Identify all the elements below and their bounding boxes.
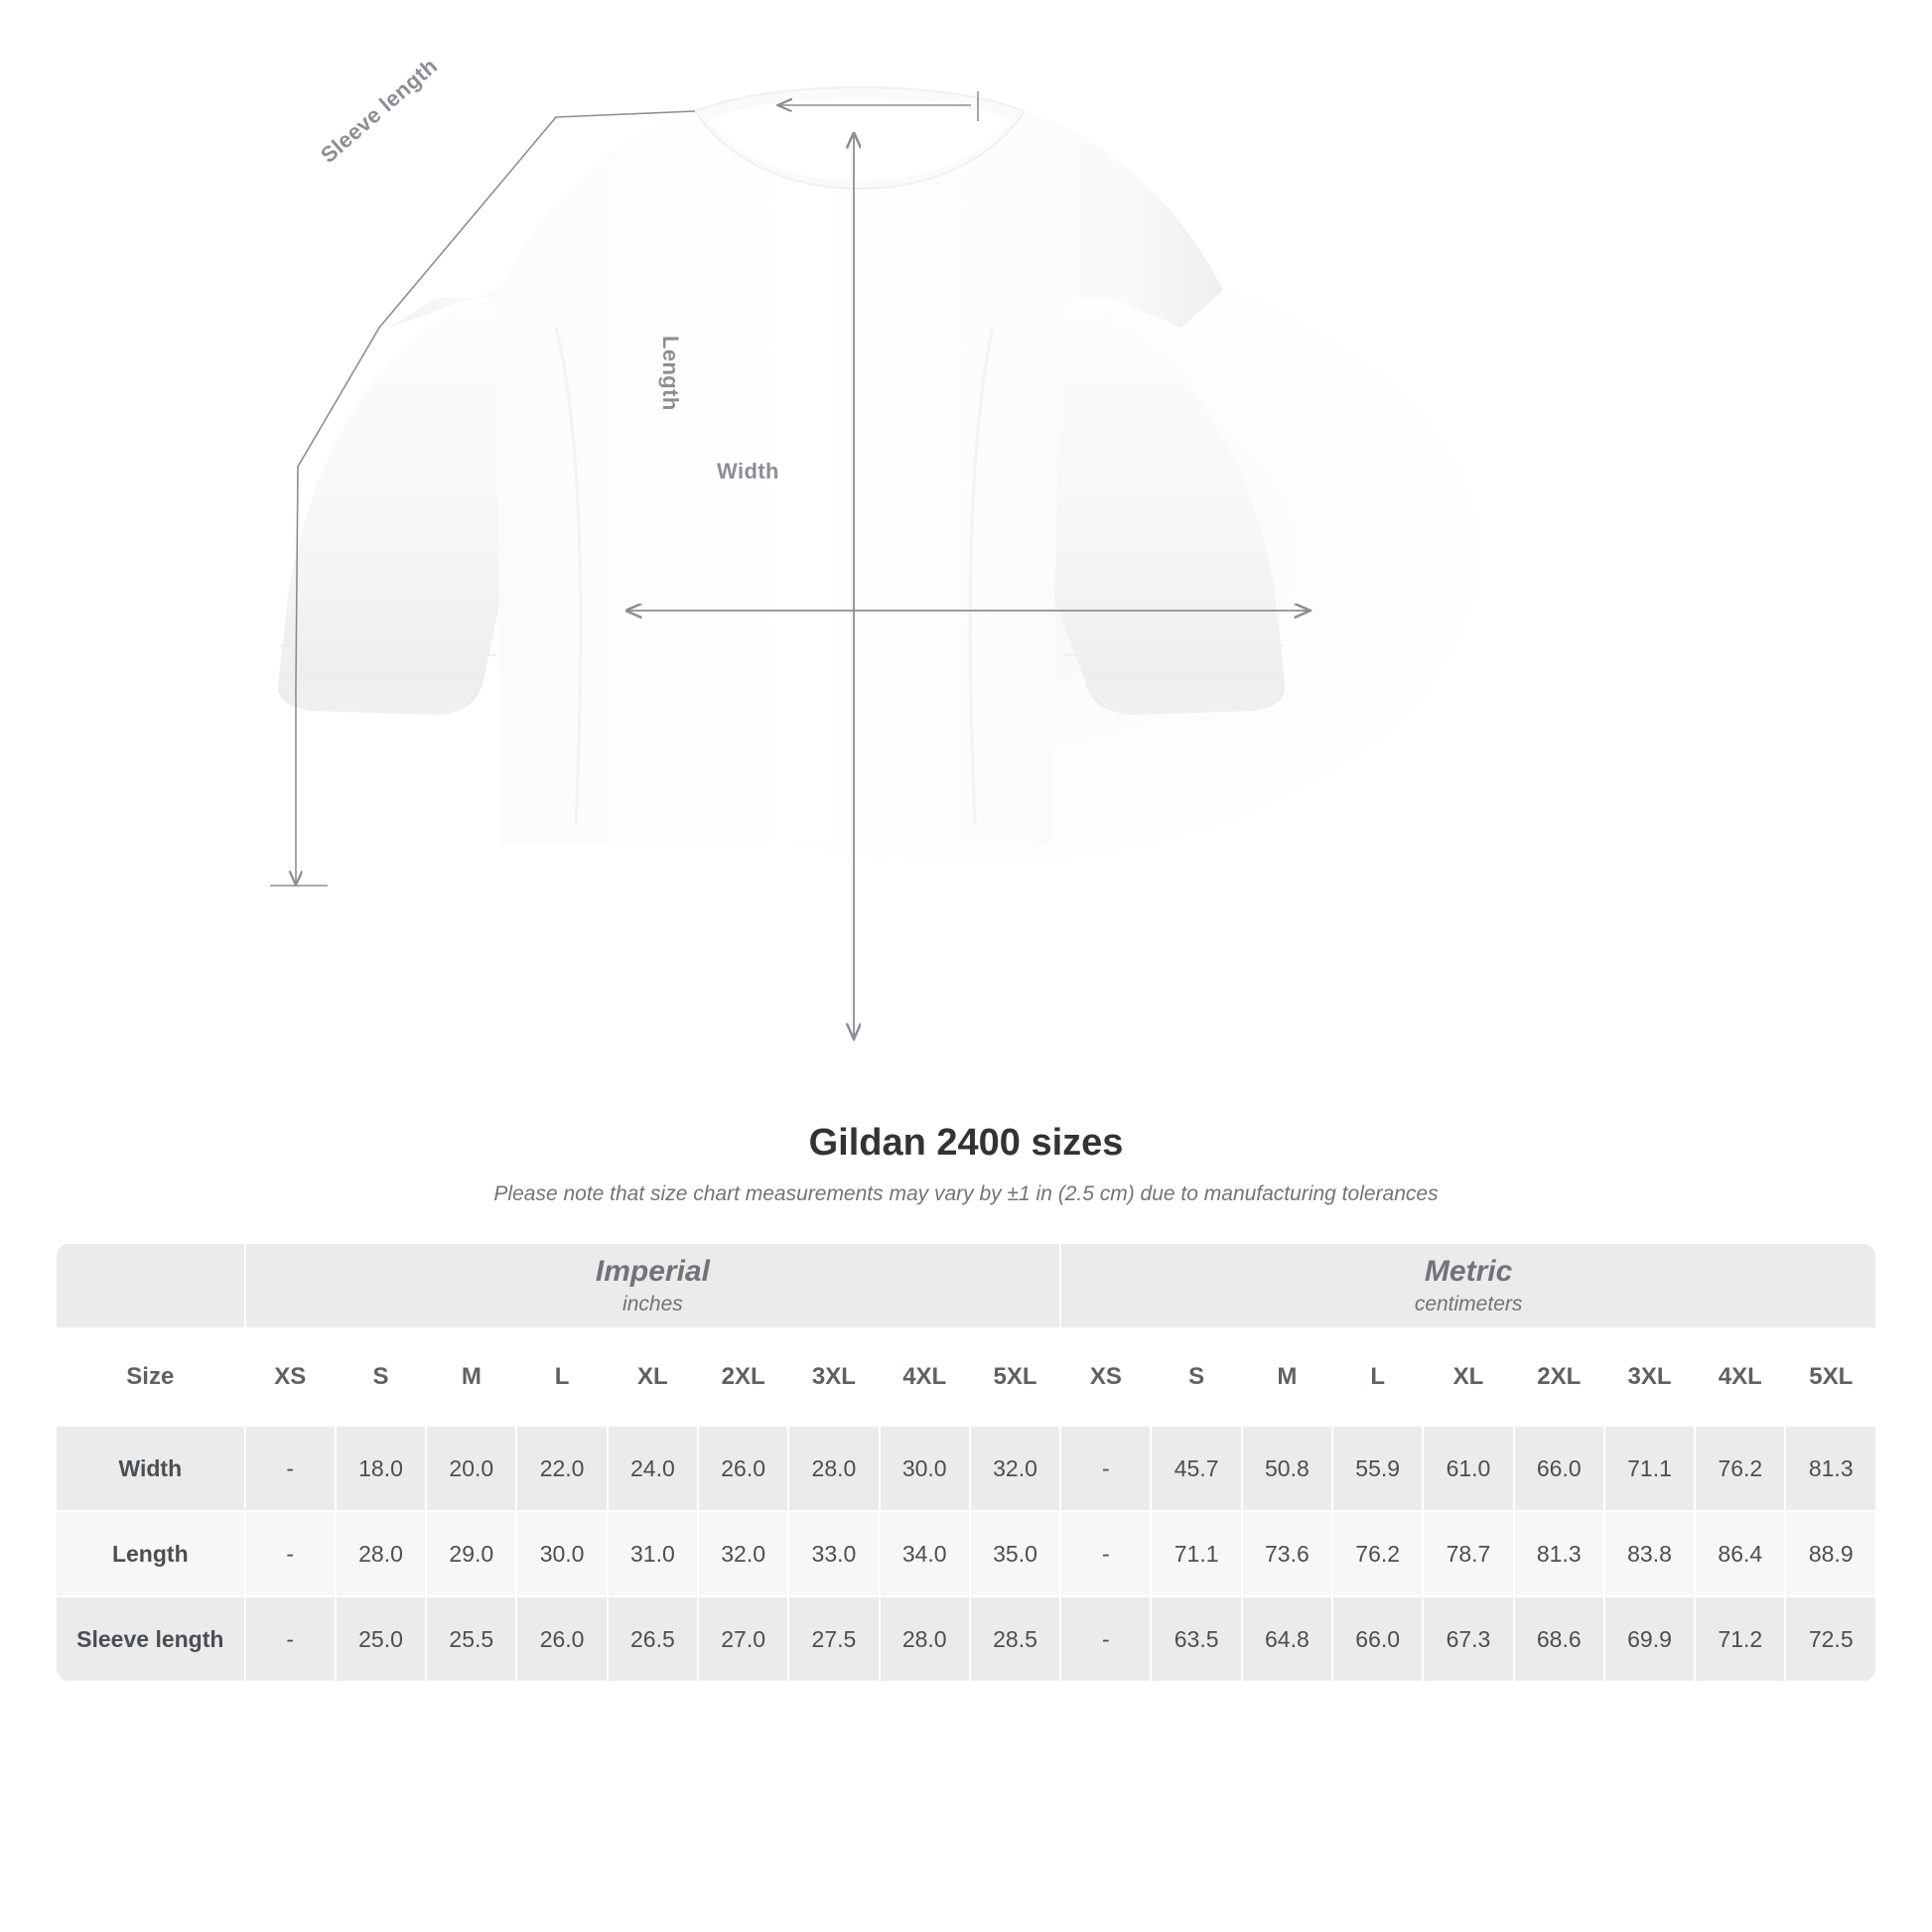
- unit-header-row: [56, 1243, 1876, 1328]
- table-row: [56, 1426, 1876, 1511]
- cell-sleeve-imp-s: 25.0: [336, 1596, 426, 1682]
- cell-length-met-m: 73.6: [1242, 1511, 1332, 1596]
- size-header-row: [56, 1328, 1876, 1426]
- cell-length-met-5xl: 88.9: [1785, 1511, 1876, 1596]
- cell-length-met-4xl: 86.4: [1695, 1511, 1785, 1596]
- cell-length-imp-m: 29.0: [426, 1511, 516, 1596]
- cell-width-imp-xl: 24.0: [608, 1426, 698, 1511]
- unit-name-metric: Metric: [1424, 1255, 1513, 1289]
- cell-sleeve-met-l: 66.0: [1332, 1596, 1423, 1682]
- cell-length-met-xl: 78.7: [1423, 1511, 1513, 1596]
- cell-length-met-2xl: 81.3: [1514, 1511, 1604, 1596]
- size-header-imp-3xl: 3XL: [788, 1328, 879, 1426]
- width-label: Width: [717, 459, 779, 483]
- cell-length-imp-5xl: 35.0: [970, 1511, 1060, 1596]
- size-header-met-l: L: [1332, 1328, 1423, 1426]
- size-header-imp-xs: XS: [245, 1328, 336, 1426]
- row-label-length: Length: [56, 1511, 245, 1596]
- length-label: Length: [658, 336, 683, 411]
- cell-width-met-l: 55.9: [1332, 1426, 1423, 1511]
- cell-width-met-5xl: 81.3: [1785, 1426, 1876, 1511]
- cell-length-imp-4xl: 34.0: [880, 1511, 970, 1596]
- cell-length-imp-3xl: 33.0: [788, 1511, 879, 1596]
- cell-sleeve-imp-xs: -: [245, 1596, 336, 1682]
- row-label-width: Width: [56, 1426, 245, 1511]
- cell-sleeve-met-4xl: 71.2: [1695, 1596, 1785, 1682]
- cell-sleeve-imp-2xl: 27.0: [698, 1596, 788, 1682]
- cell-width-met-4xl: 76.2: [1695, 1426, 1785, 1511]
- size-header-imp-2xl: 2XL: [698, 1328, 788, 1426]
- table-row: [56, 1596, 1876, 1682]
- size-header-imp-m: M: [426, 1328, 516, 1426]
- cell-width-imp-3xl: 28.0: [788, 1426, 879, 1511]
- cell-sleeve-met-3xl: 69.9: [1604, 1596, 1695, 1682]
- size-header-imp-4xl: 4XL: [880, 1328, 970, 1426]
- size-header-met-s: S: [1151, 1328, 1241, 1426]
- size-header-met-xl: XL: [1423, 1328, 1513, 1426]
- cell-length-met-xs: -: [1060, 1511, 1151, 1596]
- size-header-met-m: M: [1242, 1328, 1332, 1426]
- tolerance-note: Please note that size chart measurements may vary by ±1 in (2.5 cm) due to manufacturing tolerances: [493, 1182, 1439, 1205]
- cell-length-imp-2xl: 32.0: [698, 1511, 788, 1596]
- cell-length-met-s: 71.1: [1151, 1511, 1241, 1596]
- cell-sleeve-met-xl: 67.3: [1423, 1596, 1513, 1682]
- cell-width-met-s: 45.7: [1151, 1426, 1241, 1511]
- cell-length-met-l: 76.2: [1332, 1511, 1423, 1596]
- row-label-sleeve-length: Sleeve length: [56, 1596, 245, 1682]
- size-label-cell: Size: [56, 1328, 245, 1426]
- unit-sub-metric: centimeters: [1414, 1292, 1523, 1315]
- cell-length-met-3xl: 83.8: [1604, 1511, 1695, 1596]
- cell-length-imp-s: 28.0: [336, 1511, 426, 1596]
- cell-width-met-xs: -: [1060, 1426, 1151, 1511]
- cell-length-imp-xl: 31.0: [608, 1511, 698, 1596]
- cell-sleeve-imp-3xl: 27.5: [788, 1596, 879, 1682]
- unit-name-imperial: Imperial: [595, 1255, 710, 1289]
- cell-sleeve-met-s: 63.5: [1151, 1596, 1241, 1682]
- table-corner-cell: [56, 1243, 245, 1328]
- cell-width-imp-5xl: 32.0: [970, 1426, 1060, 1511]
- table-row: [56, 1511, 1876, 1596]
- cell-width-imp-xs: -: [245, 1426, 336, 1511]
- cell-sleeve-met-2xl: 68.6: [1514, 1596, 1604, 1682]
- cell-width-imp-m: 20.0: [426, 1426, 516, 1511]
- cell-width-met-m: 50.8: [1242, 1426, 1332, 1511]
- page-title: Gildan 2400 sizes: [808, 1122, 1124, 1164]
- cell-width-met-2xl: 66.0: [1514, 1426, 1604, 1511]
- cell-sleeve-imp-5xl: 28.5: [970, 1596, 1060, 1682]
- size-header-met-5xl: 5XL: [1785, 1328, 1876, 1426]
- cell-width-imp-l: 22.0: [516, 1426, 607, 1511]
- unit-sub-imperial: inches: [622, 1292, 683, 1315]
- cell-sleeve-met-m: 64.8: [1242, 1596, 1332, 1682]
- unit-header-imperial: [245, 1243, 1061, 1328]
- size-header-met-xs: XS: [1060, 1328, 1151, 1426]
- cell-sleeve-imp-xl: 26.5: [608, 1596, 698, 1682]
- size-header-imp-xl: XL: [608, 1328, 698, 1426]
- cell-sleeve-met-5xl: 72.5: [1785, 1596, 1876, 1682]
- cell-width-imp-2xl: 26.0: [698, 1426, 788, 1511]
- cell-sleeve-imp-4xl: 28.0: [880, 1596, 970, 1682]
- size-header-met-3xl: 3XL: [1604, 1328, 1695, 1426]
- cell-width-met-xl: 61.0: [1423, 1426, 1513, 1511]
- size-header-imp-l: L: [516, 1328, 607, 1426]
- size-chart-table: [55, 1242, 1877, 1683]
- sleeve-length-label: Sleeve length: [316, 53, 443, 168]
- cell-width-imp-s: 18.0: [336, 1426, 426, 1511]
- size-header-met-4xl: 4XL: [1695, 1328, 1785, 1426]
- cell-sleeve-met-xs: -: [1060, 1596, 1151, 1682]
- cell-width-imp-4xl: 30.0: [880, 1426, 970, 1511]
- size-header-imp-5xl: 5XL: [970, 1328, 1060, 1426]
- size-header-met-2xl: 2XL: [1514, 1328, 1604, 1426]
- title-block: [0, 1122, 1932, 1206]
- cell-sleeve-imp-m: 25.5: [426, 1596, 516, 1682]
- cell-length-imp-l: 30.0: [516, 1511, 607, 1596]
- cell-width-met-3xl: 71.1: [1604, 1426, 1695, 1511]
- cell-length-imp-xs: -: [245, 1511, 336, 1596]
- size-chart-table-wrapper: [55, 1242, 1877, 1683]
- cell-sleeve-imp-l: 26.0: [516, 1596, 607, 1682]
- unit-header-metric: [1060, 1243, 1876, 1328]
- size-header-imp-s: S: [336, 1328, 426, 1426]
